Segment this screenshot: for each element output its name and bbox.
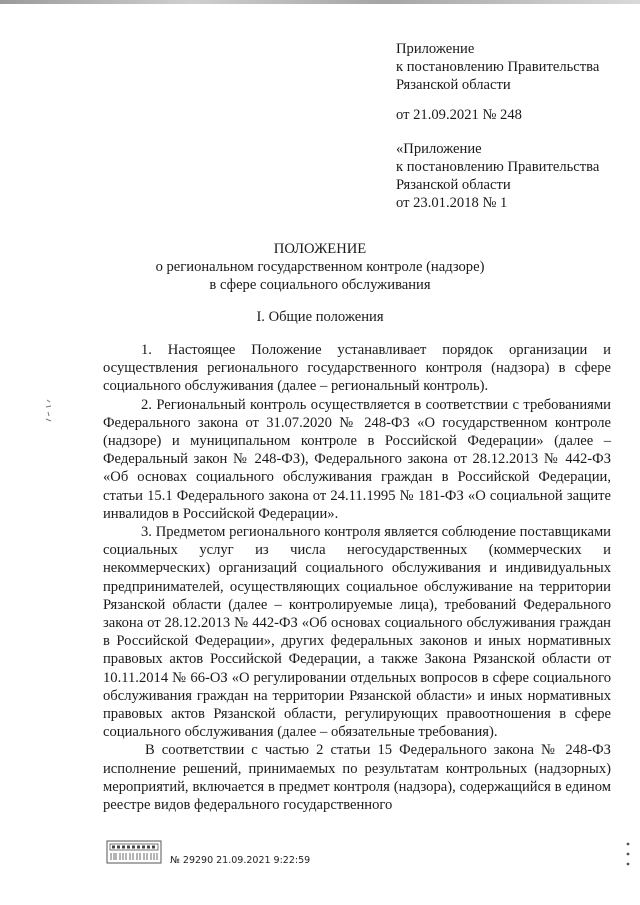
document-body (103, 341, 611, 814)
paragraph-3: 3. Предметом регионального контроля является соблюдение поставщиками социальных услуг из числа негосударственных (коммерческих и некоммерческих) организаций социального обслуживания и индивидуальных предпринимателей, осуществляющих социальное обслуживание на территории Рязанской области (далее – контролируемые лица), требований Федерального закона от 28.12.2013 № 442-ФЗ «Об основах социального обслуживания граждан в Российской Федерации», других федеральных законов и иных нормативных правовых актов Российской Федерации, а также Закона Рязанской области от 10.11.2014 № 66-ОЗ «О регулировании отдельных вопросов в сфере социального обслуживания граждан на территории Рязанской области» и иных нормативных правовых актов Рязанской области, регулирующих правоотношения в сфере социального обслуживания (далее – обязательные требования). (103, 524, 611, 741)
original-approval-line-1: «Приложение (396, 141, 482, 157)
paragraph-1: 1. Настоящее Положение устанавливает порядок организации и осуществления регионального государственного контроля (надзора) в сфере социального обслуживания (далее – региональный контроль). (103, 342, 611, 395)
margin-dots-icon (625, 840, 631, 868)
margin-mark-icon (44, 398, 54, 424)
title-line-2: в сфере социального обслуживания (209, 277, 431, 293)
original-approval-date: от 23.01.2018 № 1 (396, 195, 508, 211)
approval-line-2: к постановлению Правительства (396, 59, 600, 75)
barcode-stamp-icon (106, 840, 162, 864)
approval-line-1: Приложение (396, 41, 475, 57)
approval-block (396, 40, 626, 124)
original-approval-line-3: Рязанской области (396, 177, 511, 193)
paragraph-2: 2. Региональный контроль осуществляется в соответствии с требованиями Федерального закона от 31.07.2020 № 248-ФЗ «О государственном контроле (надзоре) и муниципальном контроле в Российской Федерации» (далее – Федеральный закон № 248-ФЗ), Федерального закона от 28.12.2013 № 442-ФЗ «Об основах социального обслуживания граждан в Российской Федерации, статьи 15.1 Федерального закона от 24.11.1995 № 181-ФЗ «О социальной защите инвалидов в Российской Федерации». (103, 396, 611, 522)
original-approval-block (396, 140, 626, 212)
title-line-1: о региональном государственном контроле (надзоре) (155, 259, 485, 275)
scan-edge (0, 0, 640, 4)
original-approval-line-2: к постановлению Правительства (396, 159, 600, 175)
registration-stamp: № 29290 21.09.2021 9:22:59 (170, 855, 311, 866)
document-title (60, 240, 580, 294)
paragraph-4: В соответствии с частью 2 статьи 15 Федерального закона № 248-ФЗ исполнение решений, принимаемых по результатам контрольных (надзорных) мероприятий, включается в предмет контроля (надзора), содержащийся в едином реестре видов федерального государственного (103, 742, 611, 814)
title-heading: ПОЛОЖЕНИЕ (273, 241, 367, 257)
section-heading: I. Общие положения (256, 309, 384, 325)
approval-line-3: Рязанской области (396, 77, 511, 93)
approval-date: от 21.09.2021 № 248 (396, 107, 522, 123)
